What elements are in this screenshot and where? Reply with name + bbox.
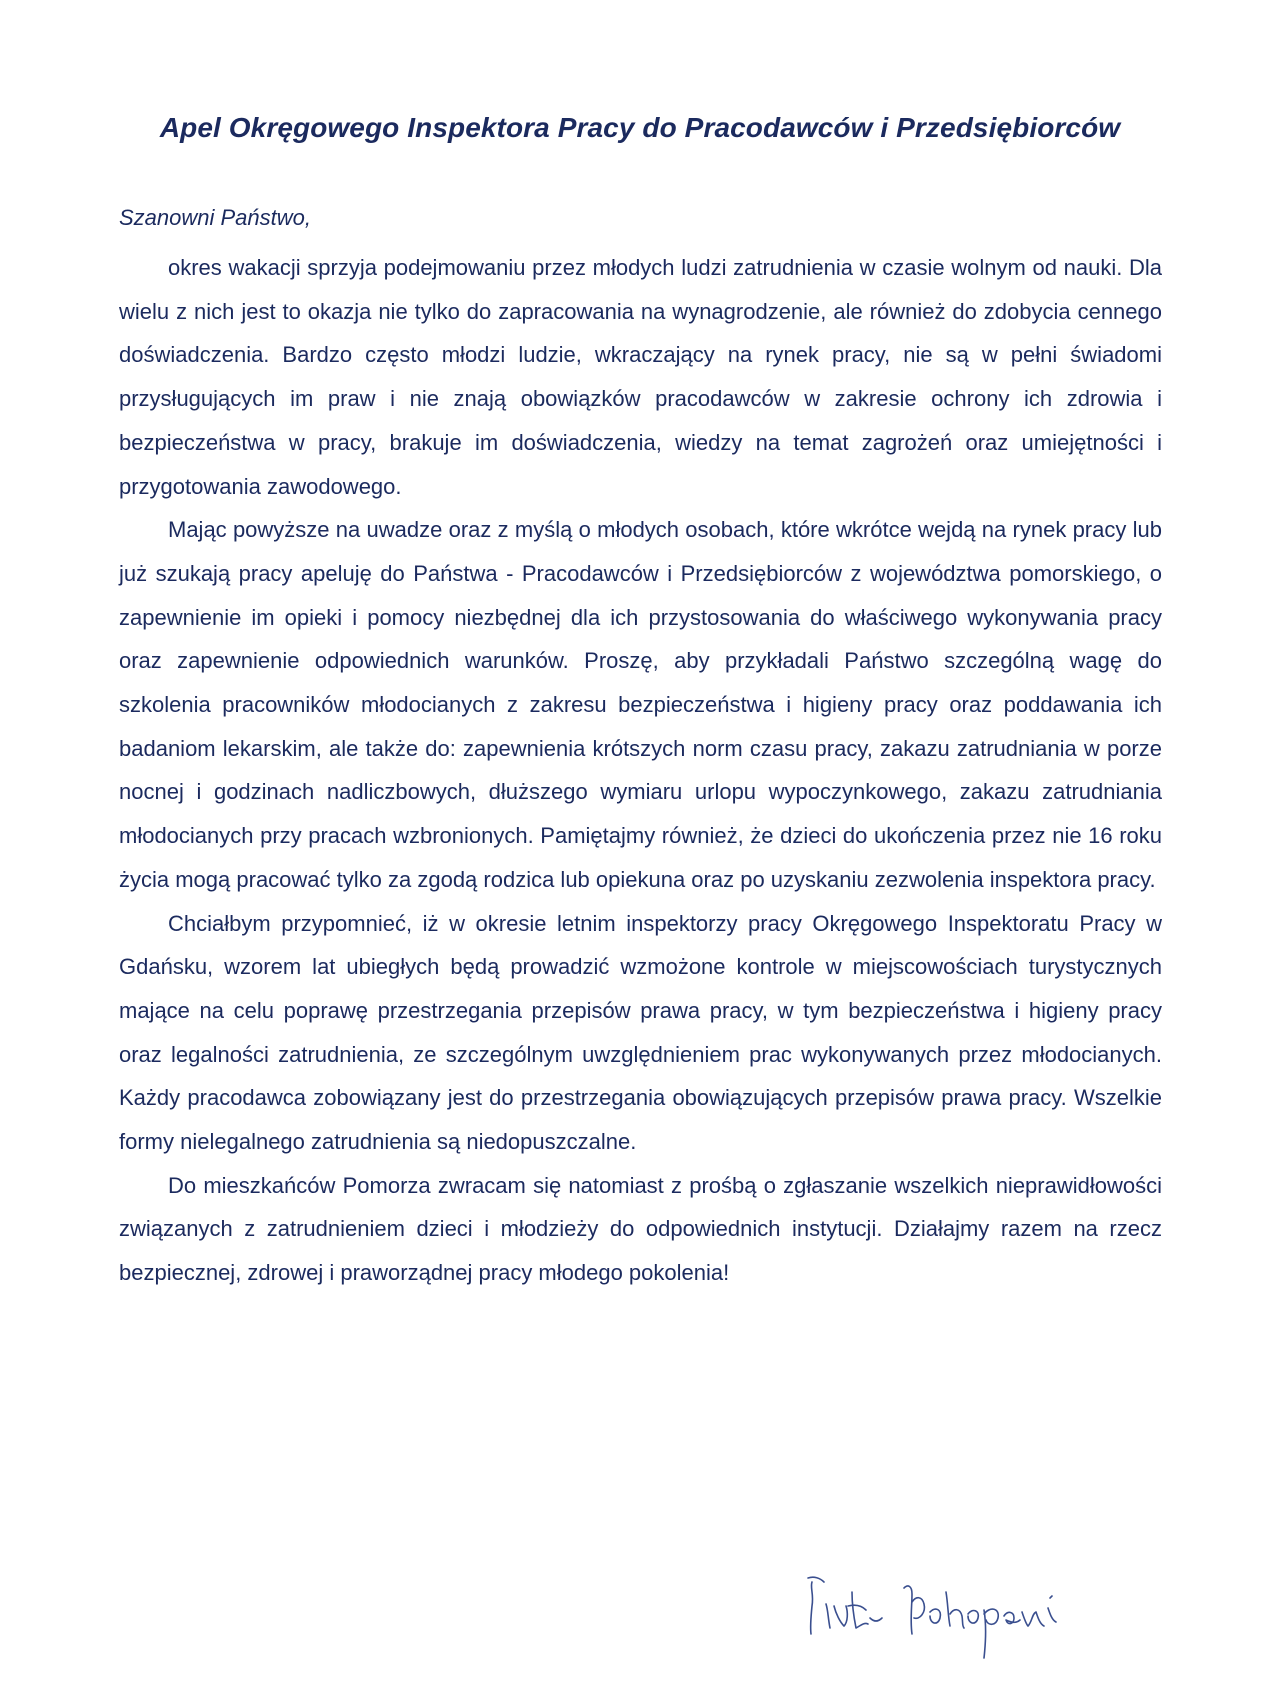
- paragraph: Mając powyższe na uwadze oraz z myślą o młodych osobach, które wkrótce wejdą na rynek pracy lub już szukają pracy apeluję do Państwa - Pracodawców i Przedsiębiorców z województwa pomorskiego, o zapewnienie im opieki i pomocy niezbędnej dla ich przystosowania do właściwego wykonywania pracy oraz zapewnienie odpowiednich warunków. Proszę, aby przykładali Państwo szczególną wagę do szkolenia pracowników młodocianych z zakresu bezpieczeństwa i higieny pracy oraz poddawania ich badaniom lekarskim, ale także do: zapewnienia krótszych norm czasu pracy, zakazu zatrudniania w porze nocnej i godzinach nadliczbowych, dłuższego wymiaru urlopu wypoczynkowego, zakazu zatrudniania młodocianych przy pracach wzbronionych. Pamiętajmy również, że dzieci do ukończenia przez nie 16 roku życia mogą pracować tylko za zgodą rodzica lub opiekuna oraz po uzyskaniu zezwolenia inspektora pracy.: [119, 517, 1162, 892]
- salutation: Szanowni Państwo,: [119, 205, 311, 230]
- document-title: Apel Okręgowego Inspektora Pracy do Pracodawców i Przedsiębiorców: [159, 112, 1121, 143]
- paragraph: Chciałbym przypomnieć, iż w okresie letnim inspektorzy pracy Okręgowego Inspektoratu Pracy w Gdańsku, wzorem lat ubiegłych będą prowadzić wzmożone kontrole w miejscowościach turystycznych mające na celu poprawę przestrzegania przepisów prawa pracy, w tym bezpieczeństwa i higieny pracy oraz legalności zatrudnienia, ze szczególnym uwzględnieniem prac wykonywanych przez młodocianych. Każdy pracodawca zobowiązany jest do przestrzegania obowiązujących przepisów prawa pracy. Wszelkie formy nielegalnego zatrudnienia są niedopuszczalne.: [119, 910, 1162, 1155]
- document-body: [119, 246, 1162, 1295]
- signature-icon: [800, 1548, 1080, 1668]
- paragraph: Do mieszkańców Pomorza zwracam się natomiast z prośbą o zgłaszanie wszelkich nieprawidłowości związanych z zatrudnieniem dzieci i młodzieży do odpowiednich instytucji. Działajmy razem na rzecz bezpiecznej, zdrowej i praworządnej pracy młodego pokolenia!: [119, 1172, 1162, 1286]
- paragraph: okres wakacji sprzyja podejmowaniu przez młodych ludzi zatrudnienia w czasie wolnym od nauki. Dla wielu z nich jest to okazja nie tylko do zapracowania na wynagrodzenie, ale również do zdobycia cennego doświadczenia. Bardzo często młodzi ludzie, wkraczający na rynek pracy, nie są w pełni świadomi przysługujących im praw i nie znają obowiązków pracodawców w zakresie ochrony ich zdrowia i bezpieczeństwa w pracy, brakuje im doświadczenia, wiedzy na temat zagrożeń oraz umiejętności i przygotowania zawodowego.: [119, 255, 1162, 499]
